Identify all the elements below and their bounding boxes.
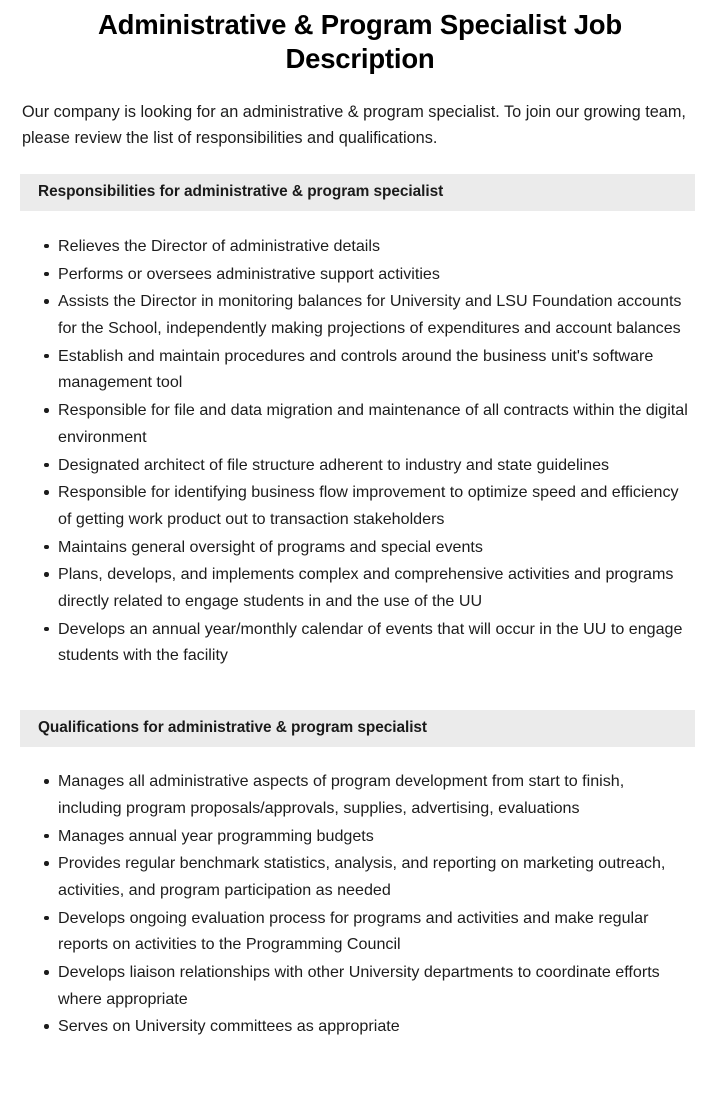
responsibilities-list (0, 211, 720, 688)
list-item: Maintains general oversight of programs and special events (58, 534, 698, 561)
list-item: Plans, develops, and implements complex and comprehensive activities and programs directly related to engage students in and the use of the UU (58, 561, 698, 614)
list-item: Designated architect of file structure adherent to industry and state guidelines (58, 452, 698, 479)
intro-paragraph: Our company is looking for an administrative & program specialist. To join our growing team, please review the list of responsibilities and qualifications. (22, 103, 686, 148)
list-item: Responsible for identifying business flow improvement to optimize speed and efficiency of getting work product out to transaction stakeholders (58, 479, 698, 532)
list-item: Establish and maintain procedures and controls around the business unit's software management tool (58, 343, 698, 396)
page-title: Administrative & Program Specialist Job Description (97, 9, 623, 74)
list-item: Assists the Director in monitoring balances for University and LSU Foundation accounts for the School, independently making projections of expenditures and account balances (58, 288, 698, 341)
list-item: Responsible for file and data migration and maintenance of all contracts within the digital environment (58, 397, 698, 450)
list-item: Develops ongoing evaluation process for programs and activities and make regular reports on activities to the Programming Council (58, 905, 698, 958)
qualifications-list (0, 747, 720, 1081)
list-item: Manages all administrative aspects of program development from start to finish, including program proposals/approvals, supplies, advertising, evaluations (58, 768, 698, 821)
responsibilities-heading: Responsibilities for administrative & program specialist (20, 174, 695, 211)
responsibilities-section (0, 174, 720, 688)
list-item: Manages annual year programming budgets (58, 823, 698, 850)
qualifications-section (0, 710, 720, 1081)
list-item: Provides regular benchmark statistics, analysis, and reporting on marketing outreach, activities, and program participation as needed (58, 850, 698, 903)
list-item: Serves on University committees as appropriate (58, 1013, 698, 1040)
list-item: Relieves the Director of administrative details (58, 233, 698, 260)
list-item: Develops liaison relationships with other University departments to coordinate efforts where appropriate (58, 959, 698, 1012)
list-item: Performs or oversees administrative support activities (58, 261, 698, 288)
list-item: Develops an annual year/monthly calendar of events that will occur in the UU to engage students with the facility (58, 616, 698, 669)
qualifications-heading: Qualifications for administrative & program specialist (20, 710, 695, 747)
